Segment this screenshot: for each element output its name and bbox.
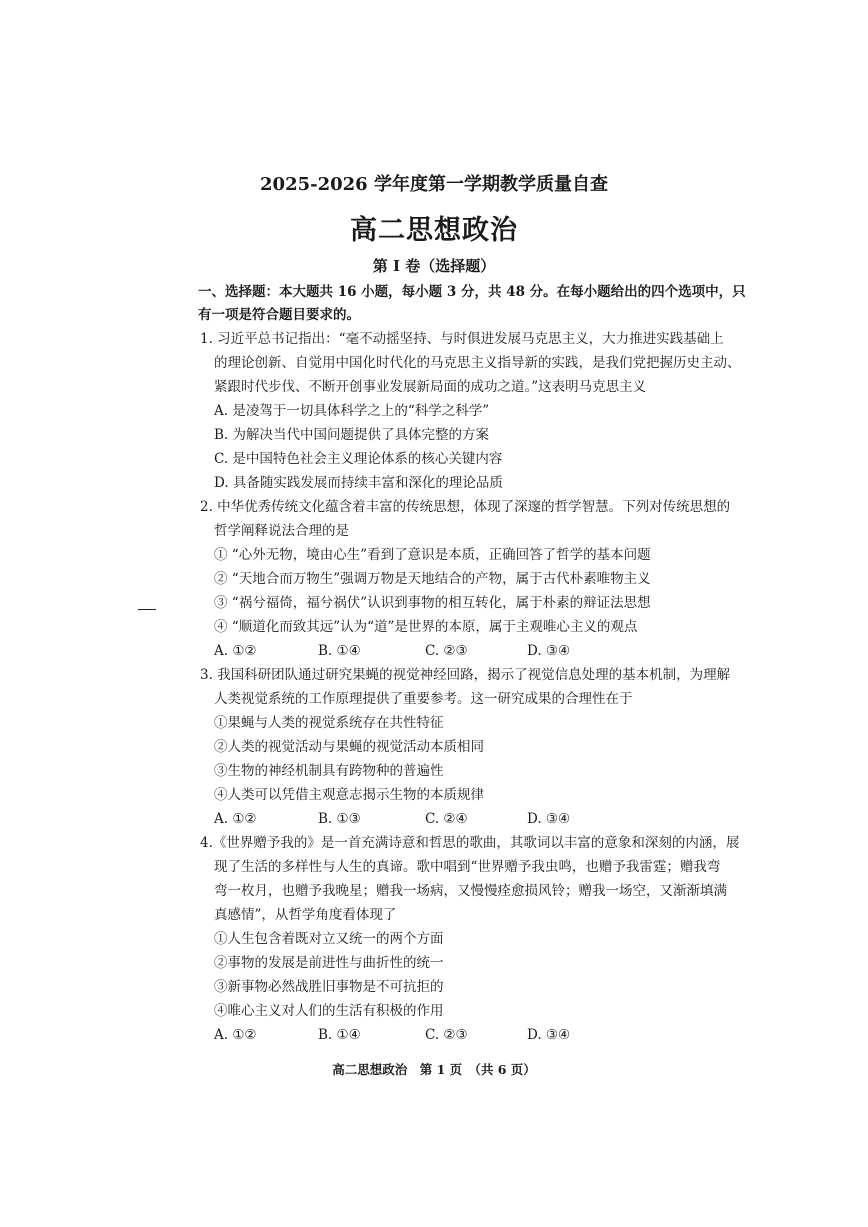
q3-choice-b: B. ①③ — [318, 811, 361, 827]
q3-item-3: ③生物的神经机制具有跨物种的普遍性 — [214, 763, 444, 779]
q4-stem-line-3: 弯一枚月，也赠予我晚星；赠我一场病，又慢慢痊愈损风铃；赠我一场空，又渐渐填满 — [214, 883, 727, 899]
q4-choice-b: B. ①④ — [318, 1027, 361, 1043]
q3-stem-line-1: 3. 我国科研团队通过研究果蝇的视觉神经回路，揭示了视觉信息处理的基本机制，为理解 — [200, 667, 731, 683]
q1-option-c: C. 是中国特色社会主义理论体系的核心关键内容 — [214, 451, 503, 467]
q3-item-4: ④人类可以凭借主观意志揭示生物的本质规律 — [214, 787, 484, 803]
q2-stem-line-1: 2. 中华优秀传统文化蕴含着丰富的传统思想，体现了深邃的哲学智慧。下列对传统思想的 — [200, 499, 731, 515]
q2-item-4: ④ “顺道化而致其远”认为“道”是世界的本原，属于主观唯心主义的观点 — [214, 619, 638, 635]
q4-item-2: ②事物的发展是前进性与曲折性的统一 — [214, 955, 444, 971]
q4-item-3: ③新事物必然战胜旧事物是不可抗拒的 — [214, 979, 444, 995]
q4-choice-d: D. ③④ — [527, 1027, 571, 1043]
q4-item-1: ①人生包含着既对立又统一的两个方面 — [214, 931, 444, 947]
margin-dash — [138, 609, 156, 610]
q4-choice-c: C. ②③ — [425, 1027, 468, 1043]
q1-option-b: B. 为解决当代中国问题提供了具体完整的方案 — [214, 427, 490, 443]
q2-choice-b: B. ①④ — [318, 643, 361, 659]
q3-choice-a: A. ①② — [214, 811, 257, 827]
q4-item-4: ④唯心主义对人们的生活有积极的作用 — [214, 1003, 444, 1019]
q2-choice-d: D. ③④ — [527, 643, 571, 659]
q2-item-3: ③ “祸兮福倚，福兮祸伏”认识到事物的相互转化，属于朴素的辩证法思想 — [214, 595, 651, 611]
exam-header-title: 2025-2026 学年度第一学期教学质量自查 — [260, 174, 608, 195]
subject-title: 高二思想政治 — [350, 215, 518, 246]
instructions-line-1: 一、选择题：本大题共 16 小题，每小题 3 分，共 48 分。在每小题给出的四个选项中，只 — [198, 284, 746, 300]
page-footer: 高二思想政治 第 1 页 （共 6 页） — [332, 1062, 536, 1077]
q1-option-a: A. 是凌驾于一切具体科学之上的“科学之科学” — [214, 403, 490, 419]
q3-item-2: ②人类的视觉活动与果蝇的视觉活动本质相同 — [214, 739, 484, 755]
q2-choice-c: C. ②③ — [425, 643, 468, 659]
q1-option-d: D. 具备随实践发展而持续丰富和深化的理论品质 — [214, 475, 503, 491]
instructions-line-2: 有一项是符合题目要求的。 — [198, 307, 360, 323]
q2-item-2: ② “天地合而万物生”强调万物是天地结合的产物，属于古代朴素唯物主义 — [214, 571, 651, 587]
q1-stem-line-2: 的理论创新、自觉用中国化时代化的马克思主义指导新的实践，是我们党把握历史主动、 — [214, 355, 741, 371]
q2-item-1: ① “心外无物，境由心生”看到了意识是本质，正确回答了哲学的基本问题 — [214, 547, 651, 563]
q3-choice-c: C. ②④ — [425, 811, 468, 827]
q2-stem-line-2: 哲学阐释说法合理的是 — [214, 523, 349, 539]
q3-stem-line-2: 人类视觉系统的工作原理提供了重要参考。这一研究成果的合理性在于 — [214, 691, 633, 707]
q4-stem-line-4: 真感情”，从哲学角度看体现了 — [214, 907, 397, 923]
part-title: 第 I 卷（选择题） — [372, 257, 496, 275]
q4-choice-a: A. ①② — [214, 1027, 257, 1043]
q2-choice-a: A. ①② — [214, 643, 257, 659]
q3-choice-d: D. ③④ — [527, 811, 571, 827]
q3-item-1: ①果蝇与人类的视觉系统存在共性特征 — [214, 715, 444, 731]
q1-stem-line-3: 紧跟时代步伐、不断开创事业发展新局面的成功之道。”这表明马克思主义 — [214, 379, 647, 395]
q1-stem-line-1: 1. 习近平总书记指出：“毫不动摇坚持、与时俱进发展马克思主义，大力推进实践基础上 — [200, 331, 724, 347]
q4-stem-line-2: 现了生活的多样性与人生的真谛。歌中唱到“世界赠予我虫鸣，也赠予我雷霆；赠我弯 — [214, 859, 721, 875]
q4-stem-line-1: 4.《世界赠予我的》是一首充满诗意和哲思的歌曲，其歌词以丰富的意象和深刻的内涵，展 — [200, 835, 740, 851]
